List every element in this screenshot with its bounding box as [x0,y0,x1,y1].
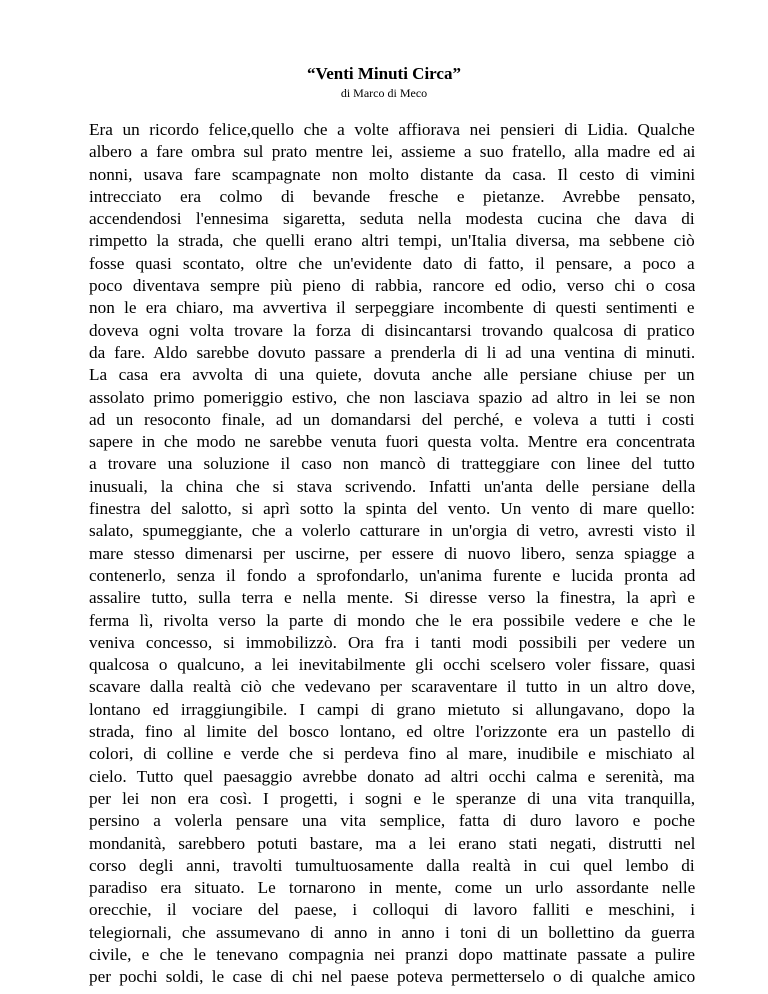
body-line: qualcosa o qualcuno, a lei inevitabilmente gli occhi scelsero voler fissare, quasi [89,655,695,675]
body-line: assalire tutto, sulla terra e nella mente. Si diresse verso la finestra, la aprì e [89,588,695,608]
body-line: fosse quasi scontato, oltre che un'evidente dato di fatto, il pensare, a poco a [89,253,695,273]
body-line: civile, e che le tenevano compagnia nei pranzi dopo mattinate passate a pulire [89,944,695,964]
body-line: mare stesso dimenarsi per uscirne, per essere di nuovo libero, senza spiagge a [89,543,695,563]
body-line: sapere in che modo ne sarebbe venuta fuori questa volta. Mentre era concentrata [89,432,695,452]
body-line: paradiso era situato. Le tornarono in mente, come un urlo assordante nelle [89,878,695,898]
document-title: “Venti Minuti Circa” [307,64,461,83]
body-line: ferma lì, rivolta verso la parte di mondo che le era possibile vedere e che le [89,610,695,630]
body-line: per lei non era così. I progetti, i sogni e le speranze di una vita tranquilla, [89,788,695,808]
body-line: cielo. Tutto quel paesaggio avrebbe donato ad altri occhi calma e serenità, ma [89,766,695,786]
body-line: strada, fino al limite del bosco lontano, ed oltre l'orizzonte era un pastello di [89,722,695,742]
body-line: telegiornali, che assumevano di anno in anno i toni di un bollettino da guerra [89,922,695,942]
body-line: ad un resoconto finale, ad un domandarsi del perché, e voleva a tutti i costi [89,409,695,429]
author-line: di Marco di Meco [340,86,428,100]
body-text [89,119,695,989]
body-line: La casa era avvolta di una quiete, dovuta anche alle persiane chiuse per un [89,365,695,385]
body-line: albero a fare ombra sul prato mentre lei, assieme a suo fratello, alla madre ed ai [89,142,695,162]
body-line: orecchie, il vociare del paese, i colloqui di lavoro falliti e meschini, i [89,900,695,920]
body-line: accendendosi l'ennesima sigaretta, seduta nella modesta cucina che dava di [89,209,695,229]
body-line: per pochi soldi, le case di chi nel paese poteva permetterselo o di qualche amico [89,967,695,987]
body-line: rimpetto la strada, che quelli erano altri tempi, un'Italia diversa, ma sebbene ciò [89,231,695,251]
body-line: scavare dalla realtà ciò che vedevano per scaraventare il tutto in un altro dove, [89,677,695,697]
body-line: da fare. Aldo sarebbe dovuto passare a prenderla di li ad una ventina di minuti. [89,342,695,362]
body-line: veniva concesso, si immobilizzò. Ora fra i tanti modi possibili per vedere un [89,632,695,652]
body-line: salato, spumeggiante, che a volerlo catturare in un'orgia di vetro, avresti visto il [89,521,695,541]
body-line: corso degli anni, travolti tumultuosamente dalla realtà in cui quel lembo di [89,855,695,875]
body-line: a trovare una soluzione il caso non mancò di tratteggiare con linee del tutto [89,454,695,474]
body-line: inusuali, la china che si stava scrivendo. Infatti un'anta delle persiane della [89,476,695,496]
body-line: lontano ed irraggiungibile. I campi di grano mietuto si allungavano, dopo la [89,699,695,719]
body-line: colori, di colline e verde che si perdeva fino al mare, inudibile e mischiato al [89,744,695,764]
body-line: doveva ogni volta trovare la forza di disincantarsi trovando qualcosa di pratico [89,320,695,340]
body-line: nonni, usava fare scampagnate non molto distante da casa. Il cesto di vimini [89,164,695,184]
body-line: intrecciato era colmo di bevande fresche e pietanze. Avrebbe pensato, [89,186,695,206]
body-line: contenerlo, senza il fondo a sprofondarlo, un'anima furente e lucida pronta ad [89,565,695,585]
body-line: persino a volerla pensare una vita semplice, fatta di duro lavoro e poche [89,811,695,831]
body-line: assolato primo pomeriggio estivo, che non lasciava spazio ad altro in lei se non [89,387,695,407]
body-line: poco diventava sempre più pieno di rabbia, rancore ed odio, verso chi o cosa [89,276,695,296]
body-line: finestra del salotto, si aprì sotto la spinta del vento. Un vento di mare quello: [89,499,695,519]
body-line: non le era chiaro, ma avvertiva il serpeggiare incombente di questi sentimenti e [89,298,695,318]
body-line: mondanità, sarebbero potuti bastare, ma a lei erano stati negati, distrutti nel [89,833,695,853]
body-line: Era un ricordo felice,quello che a volte affiorava nei pensieri di Lidia. Qualche [89,120,695,139]
